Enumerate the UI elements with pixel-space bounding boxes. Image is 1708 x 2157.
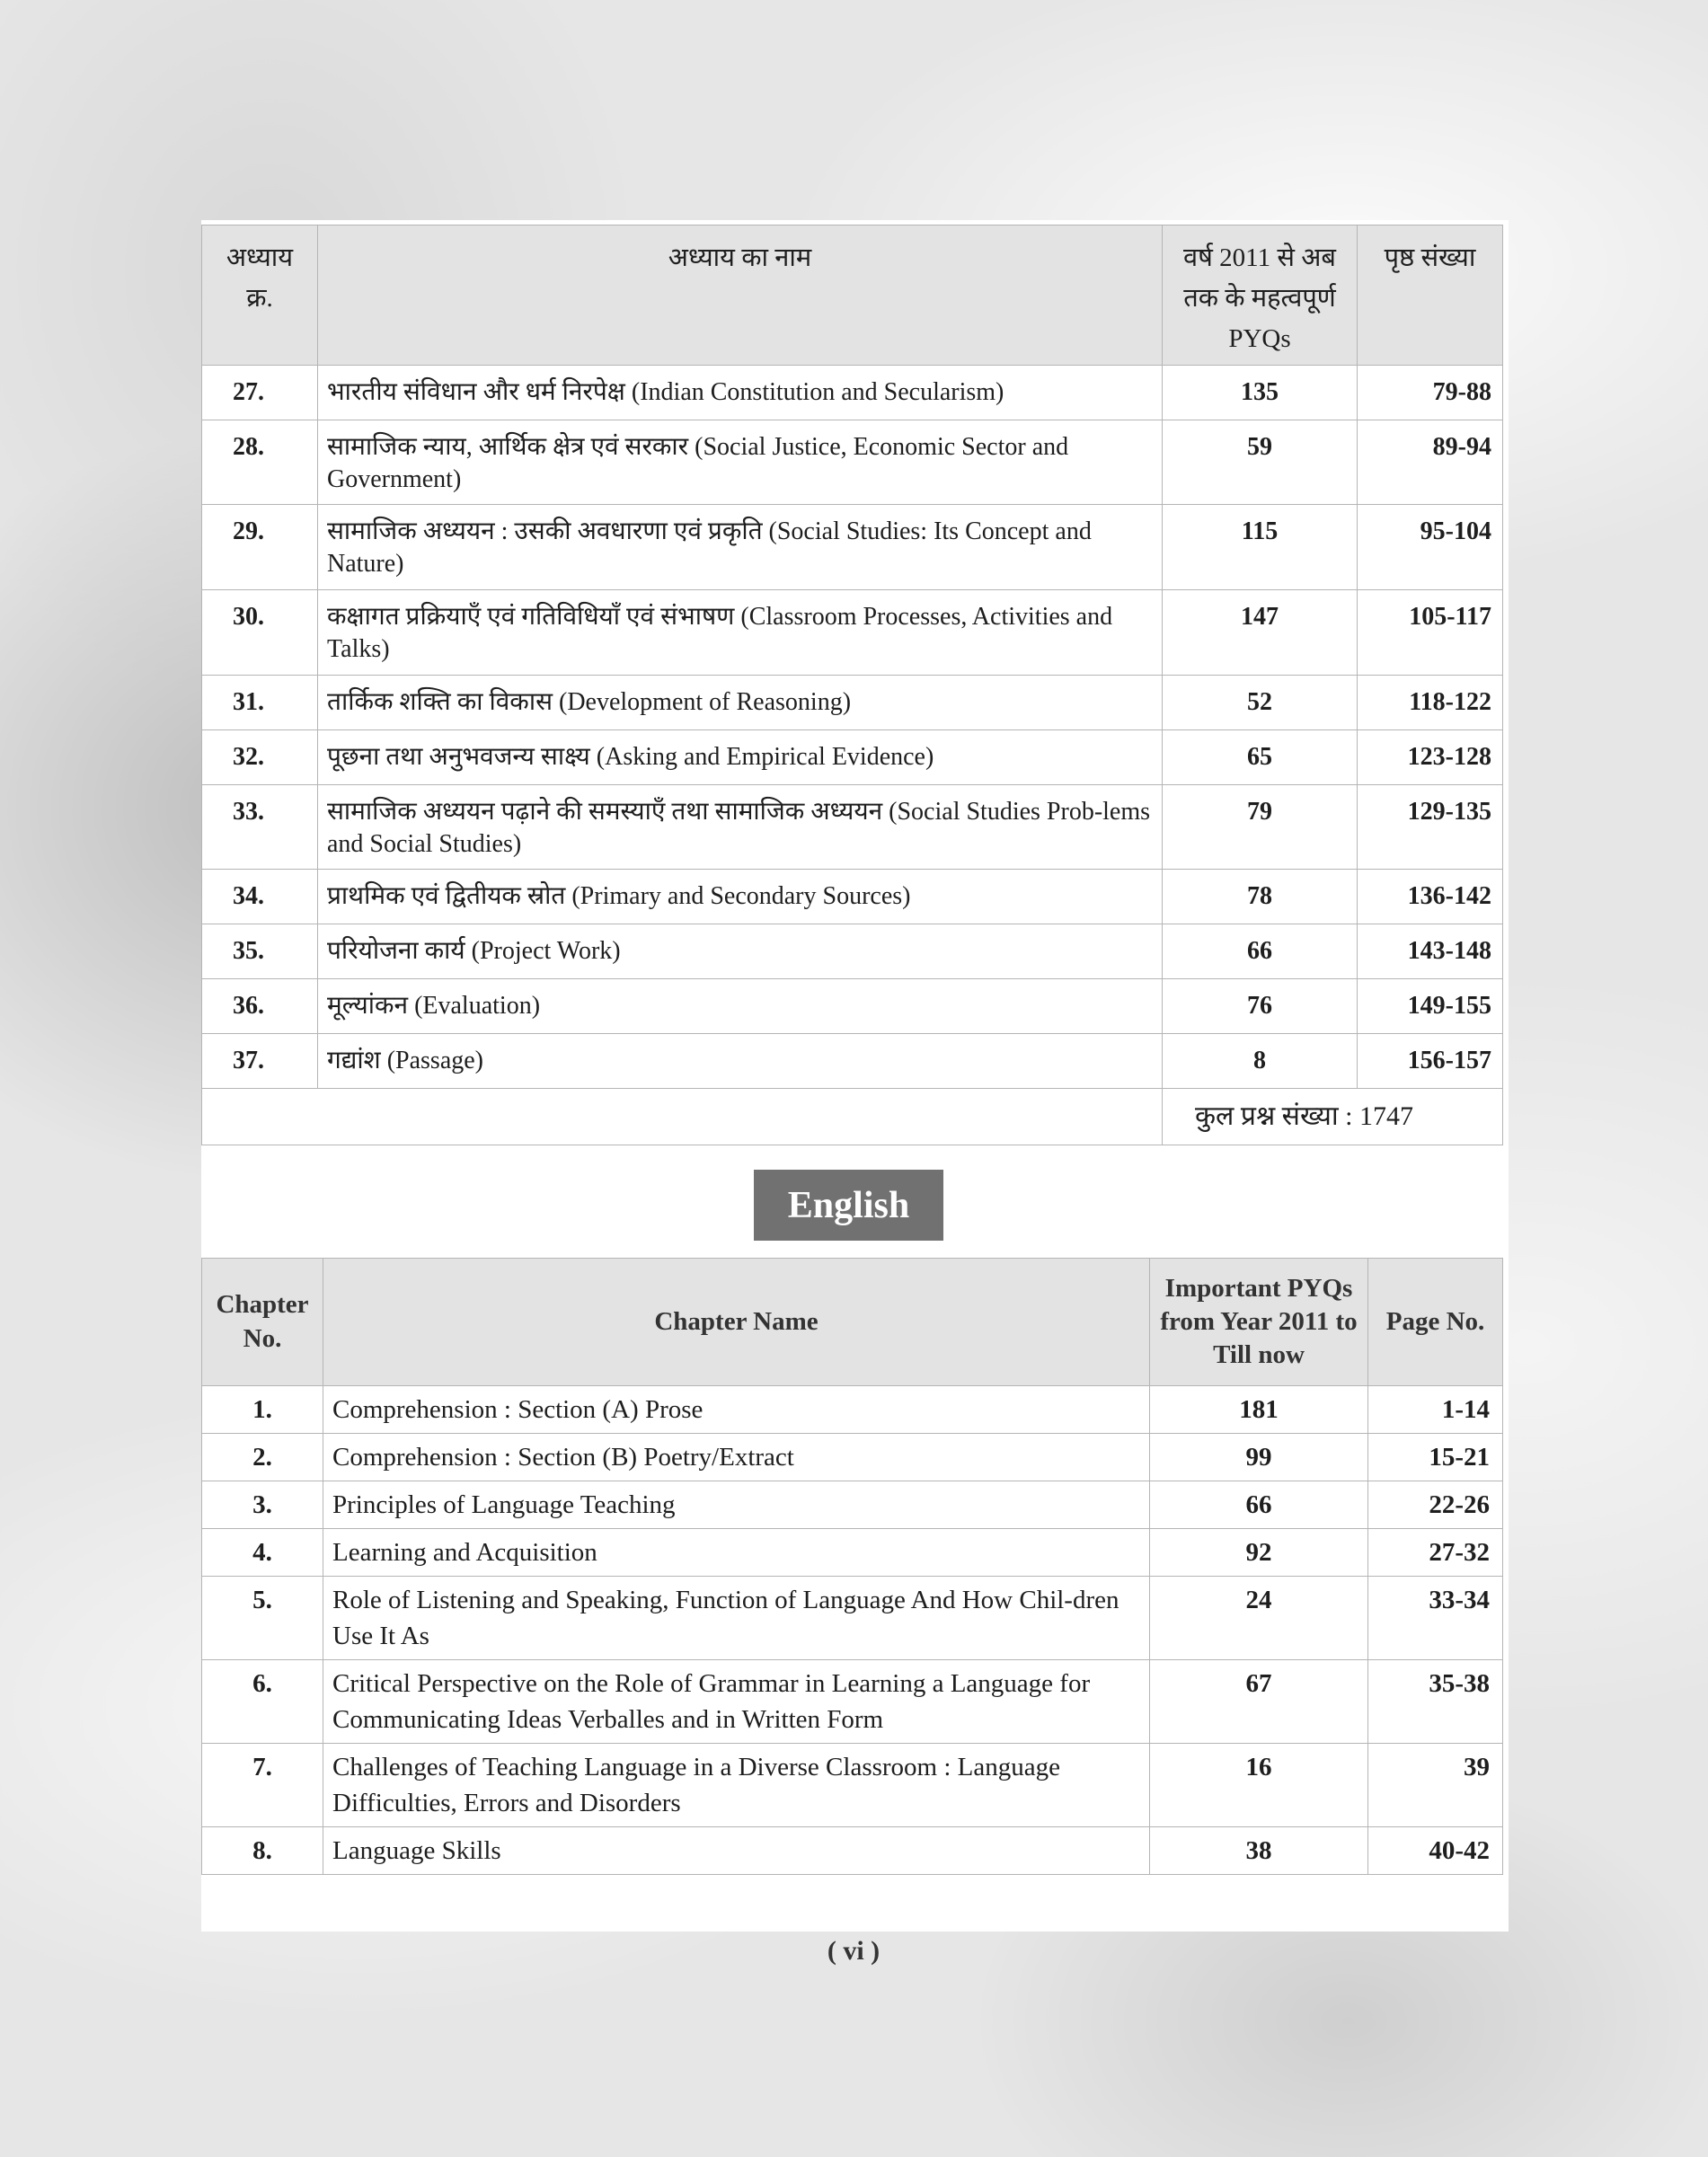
chapter-no-cell: 28.	[202, 420, 318, 505]
table-header-row	[202, 1259, 1503, 1386]
chapter-no-cell: 2.	[202, 1434, 323, 1481]
page-number: ( vi )	[827, 1936, 881, 1966]
table-row	[202, 675, 1503, 729]
header-page-no: Page No.	[1368, 1259, 1503, 1386]
chapter-name-cell: तार्किक शक्ति का विकास (Development of Reasoning)	[318, 675, 1163, 729]
header-chapter-no: Chapter No.	[202, 1259, 323, 1386]
chapter-name-cell: प्राथमिक एवं द्वितीयक स्रोत (Primary and Secondary Sources)	[318, 870, 1163, 924]
total-questions: कुल प्रश्न संख्या : 1747	[1163, 1089, 1503, 1145]
table-row	[202, 979, 1503, 1034]
page-range-cell: 136-142	[1358, 870, 1503, 924]
chapter-no-cell: 35.	[202, 924, 318, 979]
pyqs-count-cell: 92	[1150, 1529, 1368, 1577]
chapter-no-cell: 29.	[202, 505, 318, 590]
chapter-no-cell: 3.	[202, 1481, 323, 1529]
page-range-cell: 123-128	[1358, 729, 1503, 784]
pyqs-count-cell: 65	[1163, 729, 1358, 784]
total-row	[202, 1089, 1503, 1145]
page-range-cell: 156-157	[1358, 1034, 1503, 1089]
header-pyqs: Important PYQs from Year 2011 to Till now	[1150, 1259, 1368, 1386]
table-row	[202, 1827, 1503, 1875]
pyqs-count-cell: 59	[1163, 420, 1358, 505]
page-range-cell: 15-21	[1368, 1434, 1503, 1481]
page-range-cell: 22-26	[1368, 1481, 1503, 1529]
pyqs-count-cell: 135	[1163, 365, 1358, 420]
header-page-no: पृष्ठ संख्या	[1358, 225, 1503, 366]
page-range-cell: 89-94	[1358, 420, 1503, 505]
table-row	[202, 1034, 1503, 1089]
chapter-name-cell: Critical Perspective on the Role of Grammar in Learning a Language for Communicating Ideas Verballes and in Written Form	[323, 1660, 1150, 1744]
chapter-no-cell: 1.	[202, 1386, 323, 1434]
page-range-cell: 149-155	[1358, 979, 1503, 1034]
chapter-name-cell: गद्यांश (Passage)	[318, 1034, 1163, 1089]
chapter-no-cell: 30.	[202, 590, 318, 676]
page-range-cell: 118-122	[1358, 675, 1503, 729]
chapter-no-cell: 8.	[202, 1827, 323, 1875]
chapter-no-cell: 4.	[202, 1529, 323, 1577]
table-row	[202, 365, 1503, 420]
table-row	[202, 1481, 1503, 1529]
chapter-name-cell: भारतीय संविधान और धर्म निरपेक्ष (Indian Constitution and Secularism)	[318, 365, 1163, 420]
chapter-name-cell: मूल्यांकन (Evaluation)	[318, 979, 1163, 1034]
chapter-name-cell: सामाजिक न्याय, आर्थिक क्षेत्र एवं सरकार (Social Justice, Economic Sector and Government)	[318, 420, 1163, 505]
chapter-name-cell: परियोजना कार्य (Project Work)	[318, 924, 1163, 979]
table-row	[202, 590, 1503, 676]
pyqs-count-cell: 52	[1163, 675, 1358, 729]
table-row	[202, 1577, 1503, 1660]
chapter-name-cell: Learning and Acquisition	[323, 1529, 1150, 1577]
table-row	[202, 505, 1503, 590]
english-chapter-table	[201, 1258, 1503, 1875]
chapter-no-cell: 7.	[202, 1744, 323, 1827]
page-range-cell: 33-34	[1368, 1577, 1503, 1660]
pyqs-count-cell: 66	[1163, 924, 1358, 979]
pyqs-count-cell: 16	[1150, 1744, 1368, 1827]
pyqs-count-cell: 8	[1163, 1034, 1358, 1089]
header-chapter-no: अध्याय क्र.	[202, 225, 318, 366]
chapter-name-cell: Comprehension : Section (A) Prose	[323, 1386, 1150, 1434]
chapter-name-cell: कक्षागत प्रक्रियाएँ एवं गतिविधियाँ एवं संभाषण (Classroom Processes, Activities and Talks)	[318, 590, 1163, 676]
section-title-english: English	[754, 1170, 943, 1241]
pyqs-count-cell: 38	[1150, 1827, 1368, 1875]
header-chapter-name: Chapter Name	[323, 1259, 1150, 1386]
pyqs-count-cell: 24	[1150, 1577, 1368, 1660]
chapter-name-cell: पूछना तथा अनुभवजन्य साक्ष्य (Asking and Empirical Evidence)	[318, 729, 1163, 784]
pyqs-count-cell: 76	[1163, 979, 1358, 1034]
chapter-name-cell: सामाजिक अध्ययन : उसकी अवधारणा एवं प्रकृति (Social Studies: Its Concept and Nature)	[318, 505, 1163, 590]
table-row	[202, 729, 1503, 784]
table-row	[202, 1744, 1503, 1827]
table-row	[202, 420, 1503, 505]
pyqs-count-cell: 181	[1150, 1386, 1368, 1434]
header-chapter-name: अध्याय का नाम	[318, 225, 1163, 366]
pyqs-count-cell: 147	[1163, 590, 1358, 676]
page-range-cell: 35-38	[1368, 1660, 1503, 1744]
page-range-cell: 79-88	[1358, 365, 1503, 420]
table-row	[202, 1529, 1503, 1577]
page-range-cell: 129-135	[1358, 784, 1503, 870]
table-row	[202, 1660, 1503, 1744]
page-range-cell: 40-42	[1368, 1827, 1503, 1875]
table-header-row	[202, 225, 1503, 366]
table-row	[202, 1434, 1503, 1481]
chapter-no-cell: 36.	[202, 979, 318, 1034]
page-range-cell: 95-104	[1358, 505, 1503, 590]
chapter-no-cell: 37.	[202, 1034, 318, 1089]
pyqs-count-cell: 99	[1150, 1434, 1368, 1481]
pyqs-count-cell: 79	[1163, 784, 1358, 870]
total-row-spacer	[202, 1089, 1163, 1145]
hindi-chapter-table	[201, 225, 1503, 1145]
pyqs-count-cell: 78	[1163, 870, 1358, 924]
pyqs-count-cell: 115	[1163, 505, 1358, 590]
chapter-name-cell: Role of Listening and Speaking, Function of Language And How Chil-dren Use It As	[323, 1577, 1150, 1660]
chapter-name-cell: Language Skills	[323, 1827, 1150, 1875]
page-range-cell: 39	[1368, 1744, 1503, 1827]
chapter-no-cell: 6.	[202, 1660, 323, 1744]
chapter-no-cell: 34.	[202, 870, 318, 924]
table-row	[202, 924, 1503, 979]
chapter-no-cell: 32.	[202, 729, 318, 784]
chapter-name-cell: सामाजिक अध्ययन पढ़ाने की समस्याएँ तथा सामाजिक अध्ययन (Social Studies Prob-lems and Social Studies)	[318, 784, 1163, 870]
table-row	[202, 870, 1503, 924]
chapter-no-cell: 31.	[202, 675, 318, 729]
header-pyqs: वर्ष 2011 से अब तक के महत्वपूर्ण PYQs	[1163, 225, 1358, 366]
chapter-no-cell: 33.	[202, 784, 318, 870]
page-range-cell: 27-32	[1368, 1529, 1503, 1577]
chapter-no-cell: 27.	[202, 365, 318, 420]
pyqs-count-cell: 66	[1150, 1481, 1368, 1529]
chapter-name-cell: Principles of Language Teaching	[323, 1481, 1150, 1529]
table-row	[202, 1386, 1503, 1434]
page-range-cell: 1-14	[1368, 1386, 1503, 1434]
chapter-no-cell: 5.	[202, 1577, 323, 1660]
chapter-name-cell: Comprehension : Section (B) Poetry/Extract	[323, 1434, 1150, 1481]
chapter-name-cell: Challenges of Teaching Language in a Diverse Classroom : Language Difficulties, Errors and Disorders	[323, 1744, 1150, 1827]
page-range-cell: 105-117	[1358, 590, 1503, 676]
table-row	[202, 784, 1503, 870]
page-range-cell: 143-148	[1358, 924, 1503, 979]
pyqs-count-cell: 67	[1150, 1660, 1368, 1744]
